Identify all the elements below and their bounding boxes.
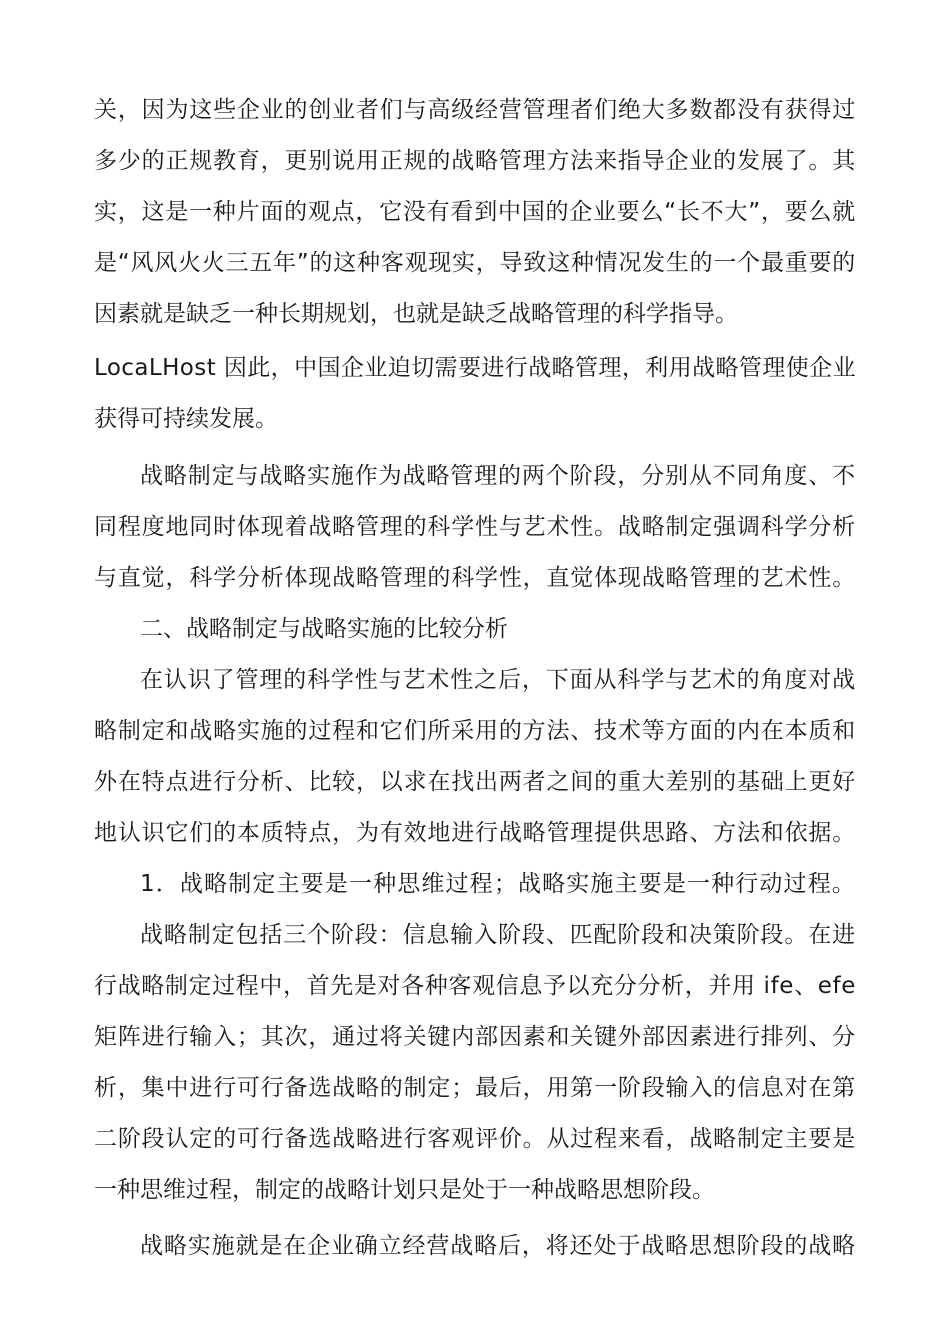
paragraph-first-line: 战略制定与战略实施作为战略管理的两个阶段，分别从不同角度、不 [140,463,856,489]
paragraph-first-line: 战略实施就是在企业确立经营战略后，将还处于战略思想阶段的战略 [140,1233,856,1259]
text-line: 地认识它们的本质特点，为有效地进行战略管理提供思路、方法和依据。 [94,820,856,846]
text-line: 同程度地同时体现着战略管理的科学性与艺术性。战略制定强调科学分析 [94,514,856,540]
text-line: 实，这是一种片面的观点，它没有看到中国的企业要么“长不大”，要么就 [94,199,856,225]
section-heading: 二、战略制定与战略实施的比较分析 [140,616,508,642]
text-line: LocaLHost 因此，中国企业迫切需要进行战略管理，利用战略管理使企业 [94,355,856,381]
text-line: 析，集中进行可行备选战略的制定；最后，用第一阶段输入的信息对在第 [94,1075,856,1101]
text-line: 外在特点进行分析、比较，以求在找出两者之间的重大差别的基础上更好 [94,769,856,795]
paragraph-first-line: 在认识了管理的科学性与艺术性之后，下面从科学与艺术的角度对战 [140,667,856,693]
text-line: 行战略制定过程中，首先是对各种客观信息予以充分分析，并用 ife、efe [94,973,856,999]
text-line: 矩阵进行输入；其次，通过将关键内部因素和关键外部因素进行排列、分 [94,1024,856,1050]
text-line: 略制定和战略实施的过程和它们所采用的方法、技术等方面的内在本质和 [94,718,856,744]
subsection-heading: 1．战略制定主要是一种思维过程；战略实施主要是一种行动过程。 [140,871,856,897]
text-line: 是“风风火火三五年”的这种客观现实，导致这种情况发生的一个最重要的 [94,250,856,276]
text-line: 与直觉，科学分析体现战略管理的科学性，直觉体现战略管理的艺术性。 [94,565,856,591]
text-line: 多少的正规教育，更别说用正规的战略管理方法来指导企业的发展了。其 [94,148,856,174]
text-line: 获得可持续发展。 [94,406,278,432]
paragraph-first-line: 战略制定包括三个阶段：信息输入阶段、匹配阶段和决策阶段。在进 [140,922,856,948]
text-line: 二阶段认定的可行备选战略进行客观评价。从过程来看，战略制定主要是 [94,1126,856,1152]
text-line: 关，因为这些企业的创业者们与高级经营管理者们绝大多数都没有获得过 [94,97,856,123]
text-line: 一种思维过程，制定的战略计划只是处于一种战略思想阶段。 [94,1177,715,1203]
text-line: 因素就是缺乏一种长期规划，也就是缺乏战略管理的科学指导。 [94,301,738,327]
